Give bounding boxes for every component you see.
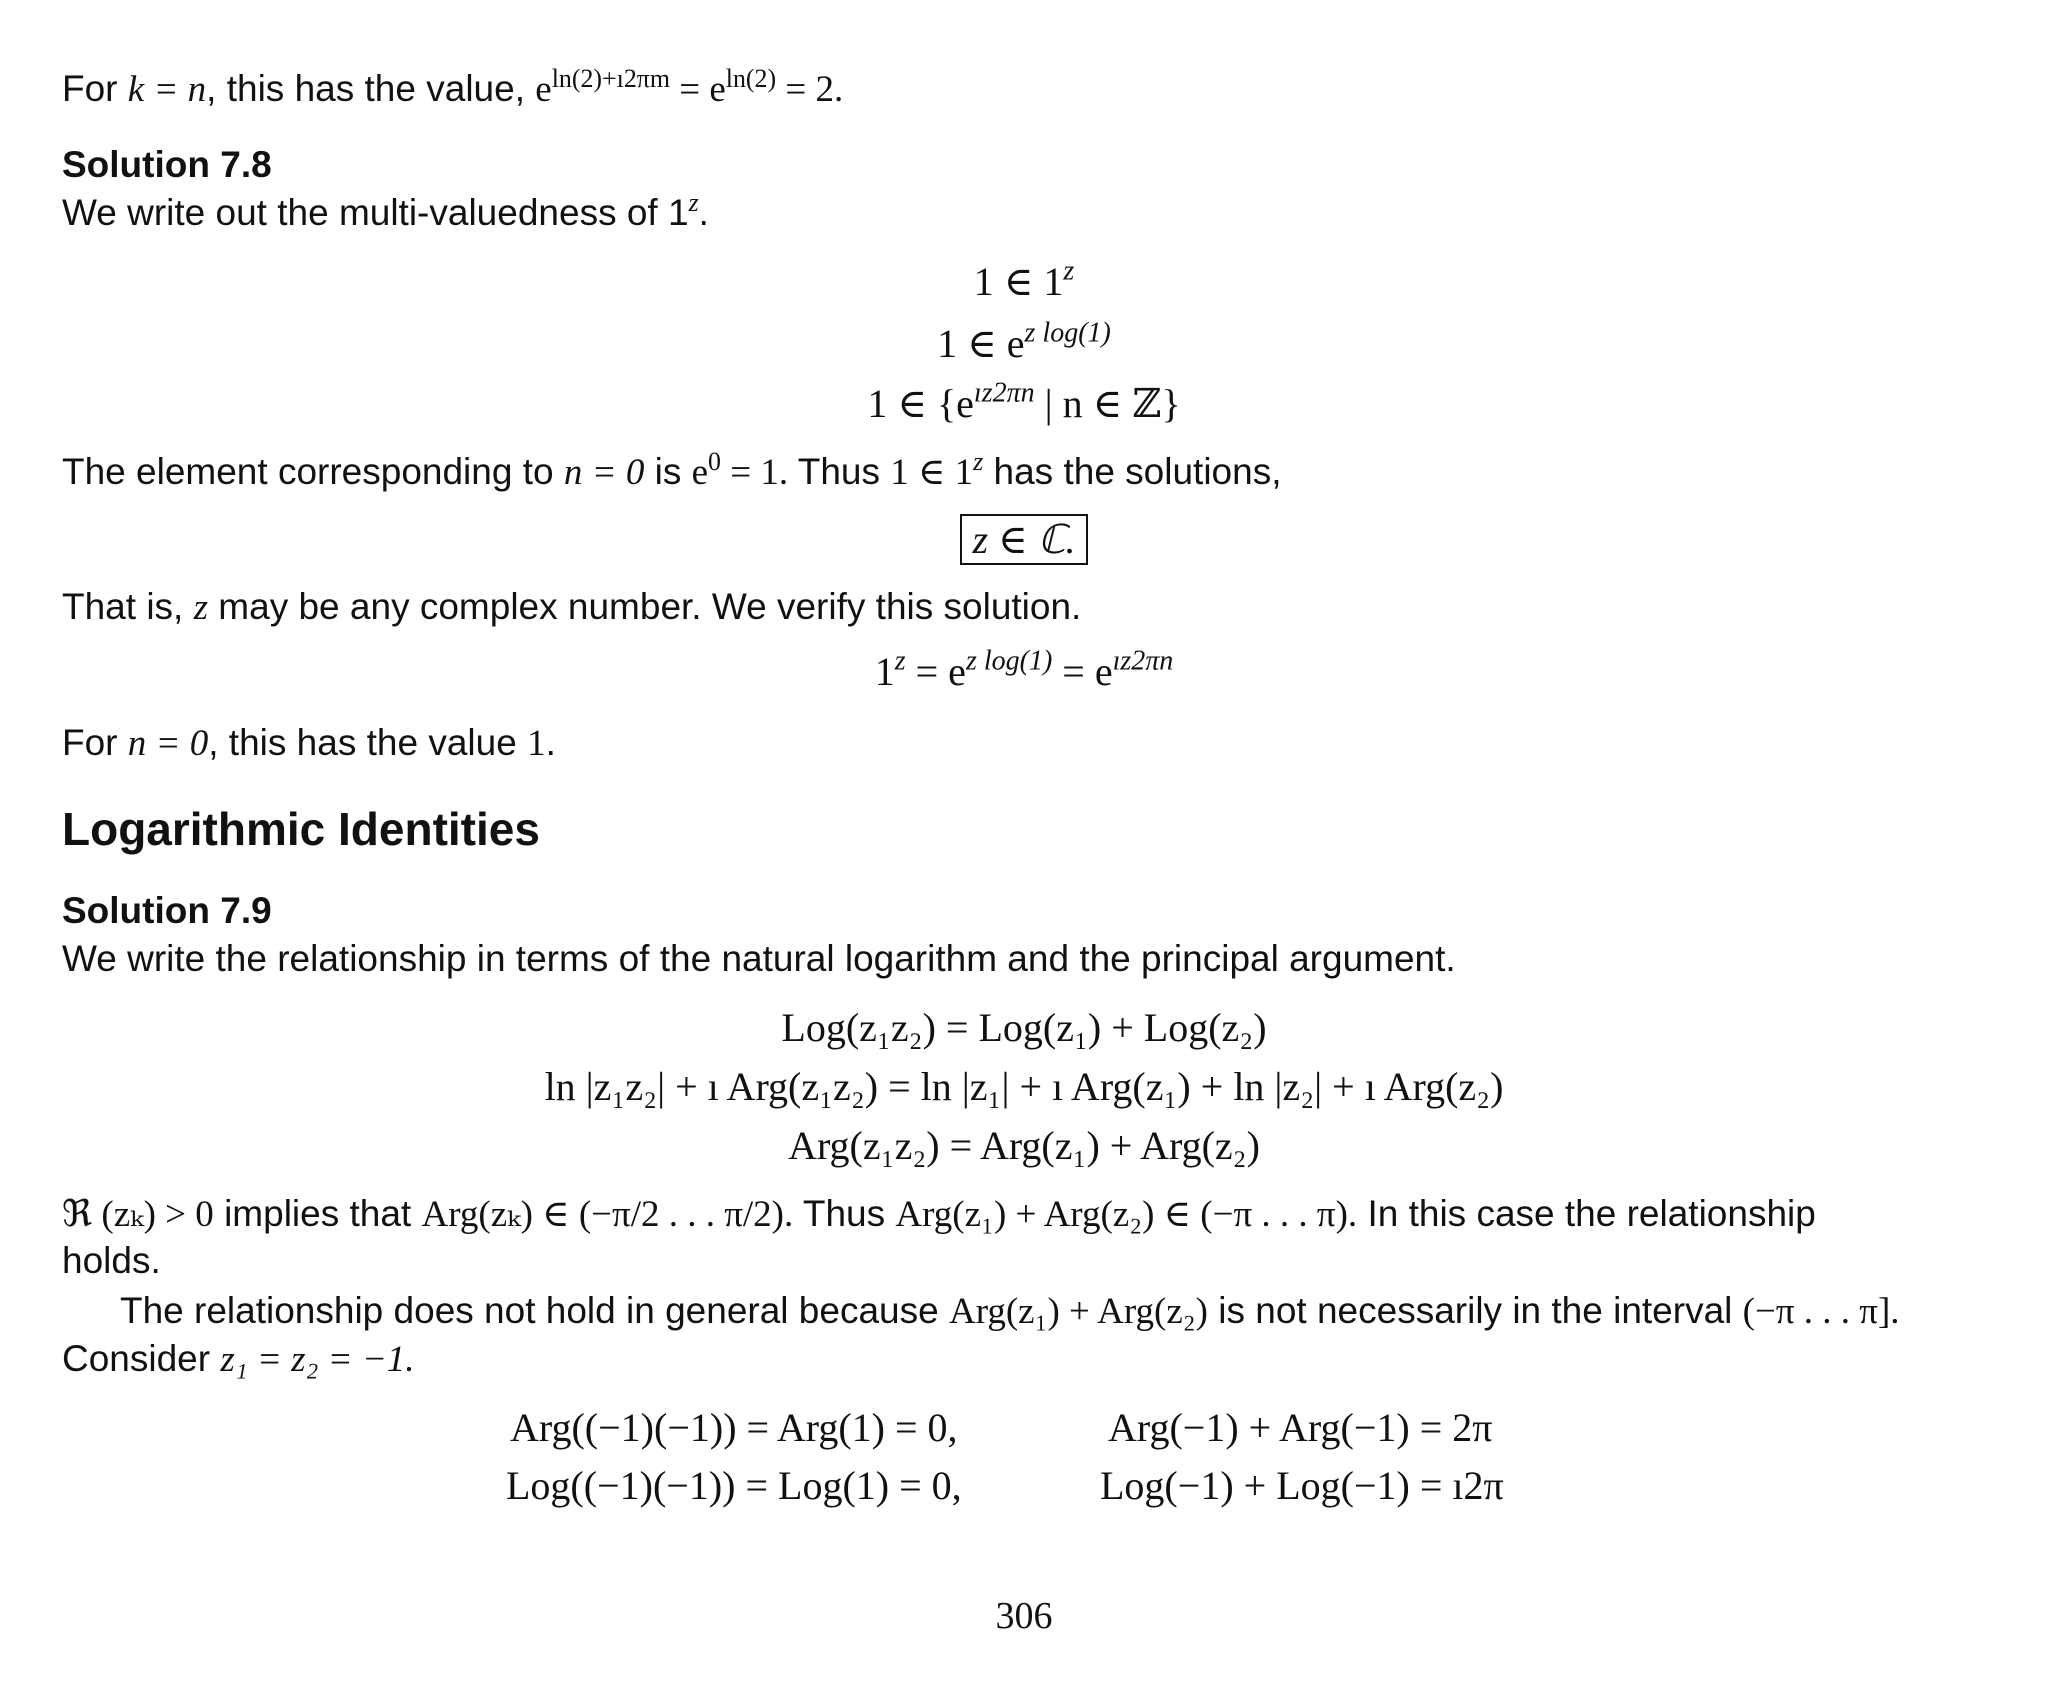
math: ln |z₁z₂| + ı Arg(z₁z₂) = ln |z₁| + ı Arg(z₁) + ln |z₂| + ı Arg(z₂) — [544, 1064, 1504, 1109]
arg-row-left: Arg((−1)(−1)) = Arg(1) = 0, — [510, 1405, 958, 1450]
solution-7-9-heading: Solution 7.9 — [62, 890, 272, 931]
equation-3 — [0, 377, 2048, 427]
math-superscript: 0 — [708, 446, 721, 476]
text: That is, — [62, 586, 194, 627]
paragraph-1-line-1 — [62, 1192, 1816, 1236]
math-inline: n = 0 — [127, 723, 209, 764]
solution-7-8-heading: Solution 7.8 — [62, 144, 272, 185]
solution-7-9-intro: We write the relationship in terms of the natural logarithm and the principal argument. — [62, 938, 1456, 979]
math: = e — [1052, 649, 1113, 694]
text: . — [545, 722, 556, 763]
text: The relationship does not hold in general because — [120, 1290, 949, 1331]
math-superscript: ız2πn — [1112, 645, 1174, 677]
math: Log(z₁z₂) = Log(z₁) + Log(z₂) — [781, 1005, 1267, 1050]
boxed-answer — [0, 514, 2048, 565]
math-inline: (−π . . . π]. — [1742, 1291, 1900, 1332]
math: 1 ∈ e — [937, 321, 1025, 366]
math: 1 ∈ 1 — [973, 259, 1064, 304]
math-inline: = 2. — [776, 69, 844, 110]
math-inline: e — [691, 452, 709, 493]
math-inline: n = 0 — [563, 452, 645, 493]
math-superscript: z log(1) — [1024, 317, 1111, 349]
math-inline: = e — [669, 69, 726, 110]
log-equation-1 — [0, 1004, 2048, 1051]
text: Consider — [62, 1338, 221, 1379]
math: 1 ∈ {e — [867, 381, 974, 426]
arg-row-right: Arg(−1) + Arg(−1) = 2π — [1108, 1405, 1493, 1450]
text: , this has the value, — [206, 68, 536, 109]
math-superscript: ln(2)+ı2πm — [551, 63, 670, 93]
math-superscript: z — [973, 446, 984, 476]
math-inline: Arg(z₁) + Arg(z₂) ∈ (−π . . . π). — [895, 1194, 1358, 1235]
math: Arg(z₁z₂) = Arg(z₁) + Arg(z₂) — [788, 1123, 1260, 1168]
verify-equation — [0, 645, 2048, 695]
text: Thus — [793, 1193, 896, 1234]
that-is-line — [62, 586, 1081, 629]
text: , this has the value — [208, 722, 528, 763]
paragraph-2-line-1 — [120, 1290, 1900, 1333]
log-row-right: Log(−1) + Log(−1) = ı2π — [1100, 1463, 1504, 1508]
text: is — [644, 451, 692, 492]
math-inline: k = n — [127, 69, 207, 110]
math-inline: Arg(z₁) + Arg(z₂) — [948, 1291, 1208, 1332]
text: implies that — [213, 1193, 422, 1234]
text: For — [62, 722, 128, 763]
text: has the solutions, — [983, 451, 1282, 492]
math: | n ∈ ℤ} — [1034, 381, 1181, 426]
math-inline: z₁ = z₂ = −1. — [220, 1339, 415, 1380]
text: is not necessarily in the interval — [1207, 1290, 1743, 1331]
paragraph-2-line-2 — [62, 1338, 415, 1381]
math-superscript: ln(2) — [725, 63, 777, 93]
text: . — [698, 192, 709, 233]
math-inline: z — [193, 587, 209, 628]
log-row-left: Log((−1)(−1)) = Log(1) = 0, — [506, 1463, 962, 1508]
paragraph-1-line-2: holds. — [62, 1240, 161, 1281]
page-number: 306 — [995, 1595, 1053, 1637]
math-superscript: z — [1063, 255, 1075, 287]
boxed-math: z ∈ ℂ. — [960, 514, 1087, 565]
math-inline: 1 ∈ 1 — [890, 452, 974, 493]
text: For — [62, 68, 128, 109]
math: 1 — [874, 649, 895, 694]
math-superscript: ız2πn — [973, 377, 1035, 409]
text: In this case the relationship — [1357, 1193, 1816, 1234]
math: = e — [905, 649, 966, 694]
math-inline: Arg(zₖ) ∈ (−π/2 . . . π/2). — [421, 1194, 794, 1235]
math-superscript: z — [894, 645, 906, 677]
math-inline: = 1. — [721, 452, 789, 493]
text: Thus — [788, 451, 891, 492]
math-superscript: z log(1) — [965, 645, 1053, 677]
solution-7-8-intro — [62, 187, 709, 234]
math-inline: ℜ (zₖ) > 0 — [62, 1194, 214, 1235]
text: may be any complex number. We verify this solution. — [208, 586, 1082, 627]
log-equation-2 — [0, 1063, 2048, 1110]
log-equation-3 — [0, 1122, 2048, 1169]
math-inline: 1 — [527, 723, 546, 764]
text: The element corresponding to — [62, 451, 564, 492]
for-n-line — [62, 722, 556, 765]
section-title: Logarithmic Identities — [62, 803, 540, 855]
text: We write out the multi-valuedness of 1 — [62, 192, 689, 233]
math-inline: e — [535, 69, 552, 110]
element-line — [62, 446, 1282, 494]
equation-2 — [0, 317, 2048, 367]
top-line — [62, 63, 844, 111]
equation-1 — [0, 255, 2048, 305]
math-superscript: z — [688, 187, 699, 217]
